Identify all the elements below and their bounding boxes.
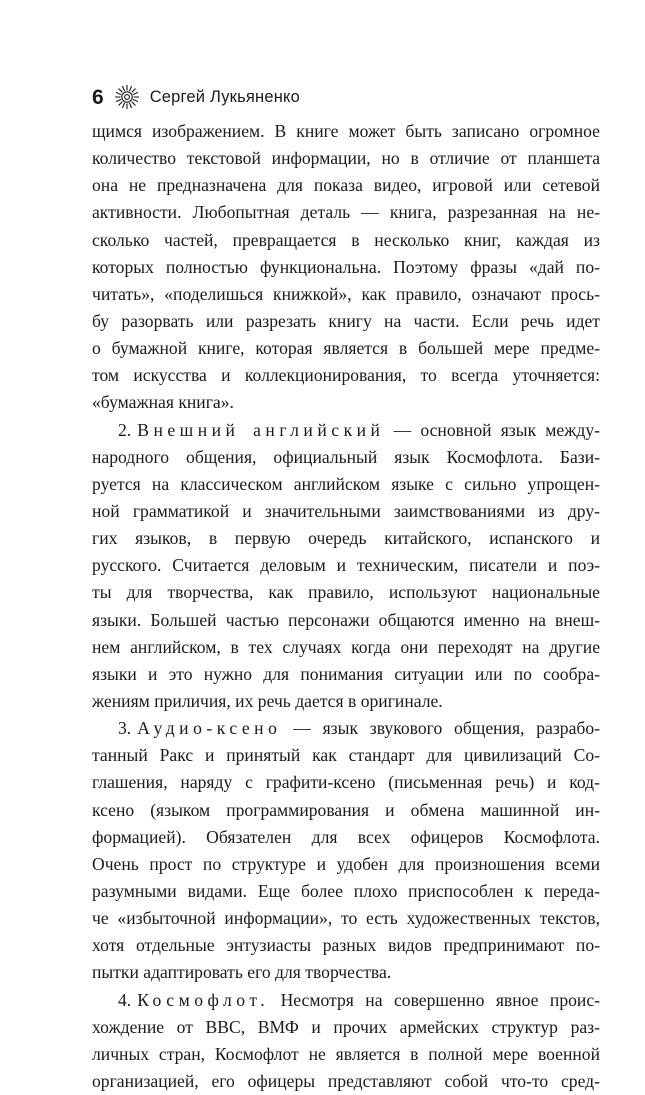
paragraph-1 [92,118,600,417]
line-rest: — основной язык между- [394,420,600,440]
text-line: гих языков, в первую очередь китайского, испанского и [92,525,600,552]
author-name: Сергей Лукьяненко [150,88,300,107]
text-line: разумными видами. Еще более плохо приспособлен к переда- [92,878,600,905]
text-line: жениям приличия, их речь дается в оригинале. [92,688,600,715]
text-line: которых полностью функциональна. Поэтому фразы «дай по- [92,254,600,281]
text-line: Очень прост по структуре и удобен для произношения всеми [92,851,600,878]
text-line: хождение от ВВС, ВМФ и прочих армейских структур раз- [92,1014,600,1041]
item-number: 2. [118,420,131,440]
text-line: русского. Считается деловым и техническим, писатели и поэ- [92,552,600,579]
paragraph-first-line [92,987,600,1014]
paragraph-first-line [92,715,600,742]
text-line: хотя отдельные энтузиасты разных видов предпринимают по- [92,932,600,959]
paragraph-4 [92,987,600,1095]
line-rest: — язык звукового общения, разрабо- [293,718,600,738]
text-line: о бумажной книге, которая является в большей мере предме- [92,335,600,362]
text-line: том искусства и коллекционирования, то всегда уточняется: [92,362,600,389]
text-line: руется на классическом английском языке с сильно упрощен- [92,471,600,498]
text-line: «бумажная книга». [92,389,600,416]
text-line: танный Ракс и принятый как стандарт для цивилизаций Со- [92,742,600,769]
line-rest: Несмотря на совершенно явное проис- [281,990,600,1010]
spaced-term: Внешний английский [137,420,384,440]
text-line: формацией). Обязателен для всех офицеров Космофлота. [92,824,600,851]
starburst-icon [114,84,140,110]
body-text [92,118,600,1095]
text-line: ты для творчества, как правило, используют национальные [92,579,600,606]
page-number: 6 [92,87,104,108]
text-line: сколько частей, превращается в несколько книг, каждая из [92,227,600,254]
spaced-term: Космофлот. [137,990,269,1010]
item-number: 4. [118,990,131,1010]
text-line: глашения, наряду с графити-ксено (письменная речь) и код- [92,769,600,796]
running-header [92,82,300,112]
text-line: личных стран, Космофлот не является в полной мере военной [92,1041,600,1068]
text-line: бу разорвать или разрезать книгу на части. Если речь идет [92,308,600,335]
text-line: читать», «поделишься книжкой», как правило, означают прось- [92,281,600,308]
text-line: нем английском, в тех случаях когда они переходят на другие [92,634,600,661]
text-line: языки и это нужно для понимания ситуации или по сообра- [92,661,600,688]
item-number: 3. [118,718,131,738]
text-line: организацией, его офицеры представляют собой что-то сред- [92,1068,600,1095]
paragraph-3 [92,715,600,986]
paragraph-2 [92,417,600,716]
text-line: она не предназначена для показа видео, игровой или сетевой [92,172,600,199]
text-line: количество текстовой информации, но в отличие от планшета [92,145,600,172]
text-line: ксено (языком программирования и обмена машинной ин- [92,797,600,824]
paragraph-first-line [92,417,600,444]
text-line: че «избыточной информации», то есть художественных текстов, [92,905,600,932]
text-line: пытки адаптировать его для творчества. [92,959,600,986]
text-line: языки. Большей частью персонажи общаются именно на внеш- [92,607,600,634]
text-line: щимся изображением. В книге может быть записано огромное [92,118,600,145]
text-line: активности. Любопытная деталь — книга, разрезанная на не- [92,199,600,226]
spaced-term: Аудио-ксено [137,718,281,738]
text-line: народного общения, официальный язык Космофлота. Бази- [92,444,600,471]
text-line: ной грамматикой и значительными заимствованиями из дру- [92,498,600,525]
